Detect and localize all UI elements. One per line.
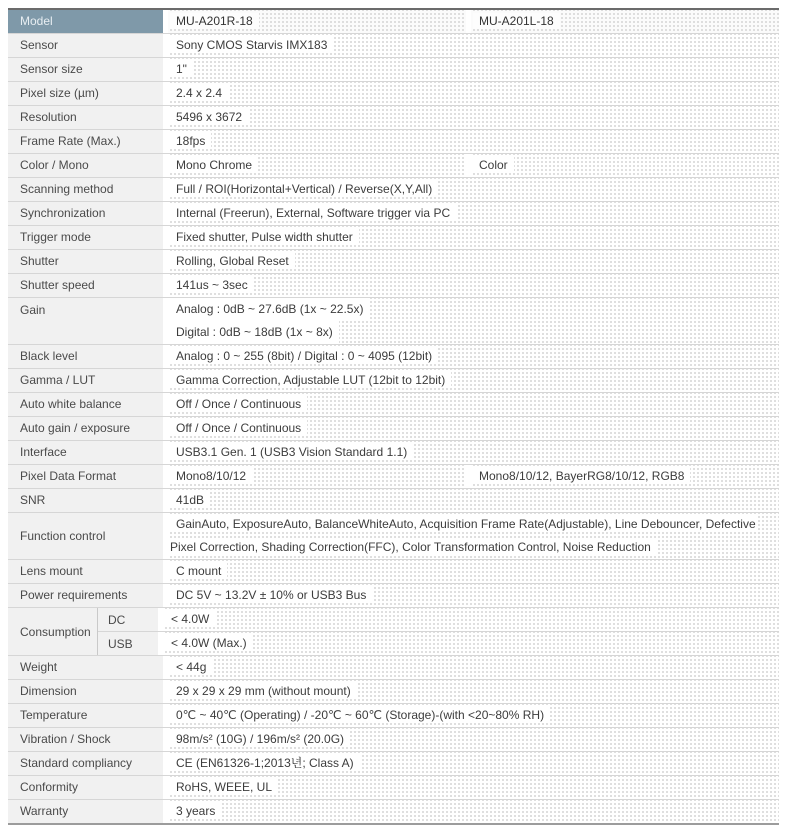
header-model-2: MU-A201L-18: [473, 13, 560, 29]
row-value-cell: [168, 202, 779, 225]
row-label: Pixel Data Format: [20, 469, 117, 483]
subrow-value-cell: [163, 608, 779, 631]
row-value-cell: [168, 298, 779, 344]
row-label-cell: [8, 752, 163, 775]
table-row: [8, 679, 779, 703]
table-row: [8, 703, 779, 727]
row-value: Analog : 0 ~ 255 (8bit) / Digital : 0 ~ 4095 (12bit): [170, 348, 438, 364]
row-label-cell: [8, 513, 163, 559]
row-label-cell: [8, 560, 163, 583]
table-row: [8, 153, 779, 177]
row-value-cell: [168, 393, 779, 416]
table-row: [8, 464, 779, 488]
row-label: Trigger mode: [20, 230, 91, 244]
row-value: Off / Once / Continuous: [170, 396, 307, 412]
camera-spec-table: [8, 8, 779, 825]
row-value-cell: [168, 58, 779, 81]
table-row: [8, 273, 779, 297]
table-row: [8, 81, 779, 105]
row-label: Conformity: [20, 780, 79, 794]
row-value-right: Mono8/10/12, BayerRG8/10/12, RGB8: [473, 468, 690, 484]
row-value-cell: [168, 34, 779, 57]
row-label-cell: [8, 154, 163, 177]
row-label: Warranty: [20, 804, 69, 818]
table-row: [8, 392, 779, 416]
row-value: 3 years: [170, 803, 221, 819]
row-label: Black level: [20, 349, 78, 363]
row-value-cell: [168, 178, 779, 201]
subrow-label: DC: [108, 612, 126, 627]
table-row: [8, 727, 779, 751]
table-row: [8, 225, 779, 249]
table-row: [8, 751, 779, 775]
row-label-cell: [8, 298, 163, 344]
row-value-line: Digital : 0dB ~ 18dB (1x ~ 8x): [170, 321, 339, 344]
row-label: Synchronization: [20, 206, 106, 220]
row-value-left-cell: [168, 154, 466, 177]
row-label: Interface: [20, 445, 67, 459]
row-label: Resolution: [20, 110, 77, 124]
row-label: Consumption: [20, 624, 91, 639]
row-label: Shutter: [20, 254, 59, 268]
table-row: [8, 105, 779, 129]
table-row: [8, 440, 779, 464]
table-row: [8, 57, 779, 81]
row-label-cell: [8, 250, 163, 273]
row-value: CE (EN61326-1;2013년; Class A): [170, 755, 360, 771]
row-label-cell: [8, 441, 163, 464]
row-value-cell: [168, 728, 779, 751]
row-value: 5496 x 3672: [170, 109, 248, 125]
row-label-cell: [8, 489, 163, 512]
row-label: Lens mount: [20, 564, 83, 578]
table-row: [8, 201, 779, 225]
consumption-subrow: [98, 631, 779, 655]
row-label-cell: [8, 704, 163, 727]
consumption-subrows: [98, 608, 779, 655]
row-value-line: Analog : 0dB ~ 27.6dB (1x ~ 22.5x): [170, 298, 369, 321]
row-value-cell: [168, 369, 779, 392]
subrow-value-cell: [163, 632, 779, 655]
row-value: Gamma Correction, Adjustable LUT (12bit to 12bit): [170, 372, 451, 388]
row-label-cell: [8, 728, 163, 751]
row-value-cell: [168, 800, 779, 823]
consumption-subrow: [98, 608, 779, 631]
row-value-cell: [168, 752, 779, 775]
row-label: Temperature: [20, 708, 88, 722]
row-value-cell: [168, 441, 779, 464]
header-model-1: MU-A201R-18: [170, 13, 259, 29]
table-row: [8, 344, 779, 368]
row-value-cell: [168, 226, 779, 249]
row-label: Standard compliancy: [20, 756, 133, 770]
row-label-cell: [8, 608, 98, 655]
row-value: Sony CMOS Starvis IMX183: [170, 37, 333, 53]
row-label-cell: [8, 776, 163, 799]
row-label-cell: [8, 58, 163, 81]
row-label: Sensor size: [20, 62, 83, 76]
row-label: Gamma / LUT: [20, 373, 96, 387]
row-label: Sensor: [20, 38, 59, 52]
row-value: Fixed shutter, Pulse width shutter: [170, 229, 359, 245]
row-label-cell: [8, 82, 163, 105]
row-value-cell: [168, 106, 779, 129]
row-label: Color / Mono: [20, 158, 89, 172]
row-label-cell: [8, 106, 163, 129]
row-value-cell: [168, 584, 779, 607]
row-value-left: Mono Chrome: [170, 157, 258, 173]
row-value-left: Mono8/10/12: [170, 468, 252, 484]
row-label: Dimension: [20, 684, 77, 698]
row-label-cell: [8, 345, 163, 368]
row-label-cell: [8, 393, 163, 416]
row-value: 0℃ ~ 40℃ (Operating) / -20℃ ~ 60℃ (Storage)-(with <20~80% RH): [170, 707, 550, 723]
row-label: Auto gain / exposure: [20, 421, 131, 435]
row-value: RoHS, WEEE, UL: [170, 779, 278, 795]
table-row: [8, 33, 779, 57]
row-label: Scanning method: [20, 182, 114, 196]
table-row: [8, 512, 779, 559]
subrow-label: USB: [108, 636, 133, 651]
row-value: Internal (Freerun), External, Software trigger via PC: [170, 205, 456, 221]
row-label-cell: [8, 680, 163, 703]
row-label: Gain: [20, 303, 46, 317]
table-row: [8, 799, 779, 823]
header-label-cell: [8, 10, 163, 33]
table-row: [8, 249, 779, 273]
row-value: GainAuto, ExposureAuto, BalanceWhiteAuto, Acquisition Frame Rate(Adjustable), Line Debouncer, Defective Pixel Correction, Shading Correction(FFC), Color Transformation Control, Noise Reduction: [170, 517, 756, 554]
row-label-cell: [8, 178, 163, 201]
row-label: Shutter speed: [20, 278, 95, 292]
row-value-cell: [168, 82, 779, 105]
row-value-cell: [168, 513, 779, 559]
subrow-label-cell: [98, 608, 158, 631]
row-value-left-cell: [168, 465, 466, 488]
row-label-cell: [8, 34, 163, 57]
row-label-cell: [8, 584, 163, 607]
row-label: Frame Rate (Max.): [20, 134, 121, 148]
header-label: Model: [20, 14, 53, 28]
row-label-cell: [8, 465, 163, 488]
table-row: [8, 607, 779, 655]
table-header-row: [8, 10, 779, 33]
row-value: 2.4 x 2.4: [170, 85, 228, 101]
row-label: Vibration / Shock: [20, 732, 111, 746]
row-value-cell: [168, 776, 779, 799]
row-label: Pixel size (µm): [20, 86, 99, 100]
row-value: C mount: [170, 563, 227, 579]
row-value-cell: [168, 130, 779, 153]
row-value: Off / Once / Continuous: [170, 420, 307, 436]
row-value-cell: [168, 489, 779, 512]
row-value-cell: [168, 656, 779, 679]
subrow-label-cell: [98, 632, 158, 655]
row-value-right-cell: [471, 154, 779, 177]
row-value: USB3.1 Gen. 1 (USB3 Vision Standard 1.1): [170, 444, 413, 460]
row-label: Auto white balance: [20, 397, 122, 411]
row-value: 1": [170, 61, 193, 77]
row-value-cell: [168, 417, 779, 440]
row-label: Power requirements: [20, 588, 128, 602]
row-label-cell: [8, 226, 163, 249]
subrow-value: < 4.0W (Max.): [165, 635, 253, 651]
row-label: Function control: [20, 528, 106, 543]
row-label-cell: [8, 202, 163, 225]
row-label-cell: [8, 800, 163, 823]
row-label-cell: [8, 130, 163, 153]
table-row: [8, 488, 779, 512]
row-value: 41dB: [170, 492, 210, 508]
row-value-cell: [168, 560, 779, 583]
row-label: SNR: [20, 493, 46, 507]
row-value-right-cell: [471, 465, 779, 488]
row-value-cell: [168, 345, 779, 368]
row-value-cell: [168, 680, 779, 703]
row-value: Full / ROI(Horizontal+Vertical) / Reverse(X,Y,All): [170, 181, 438, 197]
row-value: 141us ~ 3sec: [170, 277, 254, 293]
table-row: [8, 177, 779, 201]
row-label-cell: [8, 274, 163, 297]
table-row: [8, 129, 779, 153]
row-value: 29 x 29 x 29 mm (without mount): [170, 683, 357, 699]
header-model-1-cell: [168, 10, 466, 33]
table-row: [8, 655, 779, 679]
row-value: 98m/s² (10G) / 196m/s² (20.0G): [170, 731, 350, 747]
row-value-right: Color: [473, 157, 514, 173]
row-value: Rolling, Global Reset: [170, 253, 295, 269]
table-row: [8, 416, 779, 440]
table-row: [8, 559, 779, 583]
row-label: Weight: [20, 660, 58, 674]
header-model-2-cell: [471, 10, 779, 33]
row-value-cell: [168, 704, 779, 727]
row-label-cell: [8, 656, 163, 679]
row-value: < 44g: [170, 659, 212, 675]
row-label-cell: [8, 369, 163, 392]
table-row: [8, 297, 779, 344]
table-row: [8, 775, 779, 799]
row-value: 18fps: [170, 133, 211, 149]
table-row: [8, 583, 779, 607]
row-label-cell: [8, 417, 163, 440]
row-value-cell: [168, 250, 779, 273]
subrow-value: < 4.0W: [165, 611, 215, 627]
row-value: DC 5V ~ 13.2V ± 10% or USB3 Bus: [170, 587, 372, 603]
row-value-cell: [168, 274, 779, 297]
table-row: [8, 368, 779, 392]
